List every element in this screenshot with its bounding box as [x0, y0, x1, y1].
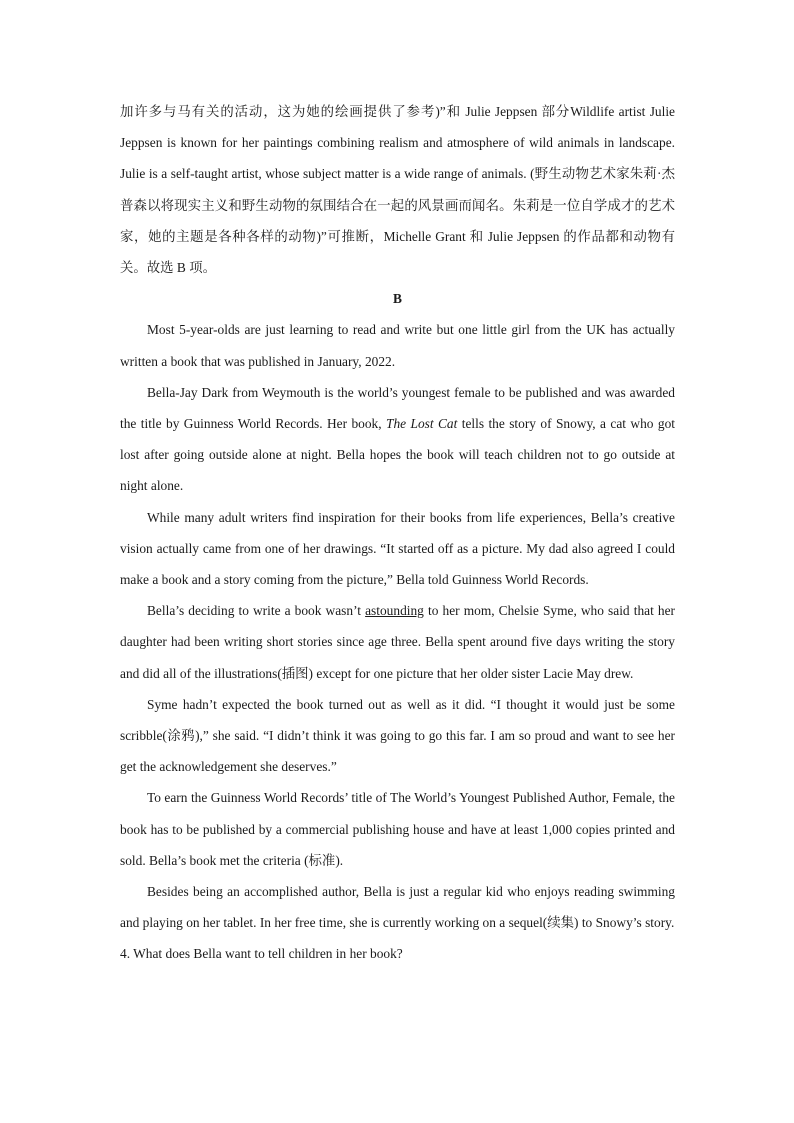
paragraph-2-text-a: Bella-Jay Dark from Weymouth is the world’s youngest female to be published and was awarded the title by Guinness World Records. Her book, — [120, 384, 675, 432]
question-4: 4. What does Bella want to tell children in her book? — [120, 946, 403, 962]
passage-paragraph-5: Syme hadn’t expected the book turned out as well as it did. “I thought it would just be some scribble(涂鸦),” she said. “I didn’t think it was going to go this far. I am so proud and want to see her get the acknowledgement she deserves.” — [120, 696, 675, 775]
paragraph-4-text-b: to her mom, Chelsie Syme, who said that her daughter had been writing short stories since age three. Bella spent around five days writing the story and did all of the illustrations(插图) except for one picture that her older sister Lacie May drew. — [120, 603, 675, 681]
intro-paragraph: 加许多与马有关的活动，这为她的绘画提供了参考)”和 Julie Jeppsen 部分Wildlife artist Julie Jeppsen is known for her paintings combining realism and atmosphere of wild animals in landscape. Julie is a self-taught artist, whose subject matter is a wide range of animals. (野生动物艺术家朱莉·杰普森以将现实主义和野生动物的氛围结合在一起的风景画而闻名。朱莉是一位自学成才的艺术家，她的主题是各种各样的动物)”可推断，Michelle Grant 和 Julie Jeppsen 的作品都和动物有关。故选 B 项。 — [120, 104, 675, 276]
passage-paragraph-6: To earn the Guinness World Records’ title of The World’s Youngest Published Author, Female, the book has to be published by a commercial publishing house and have at least 1,000 copies printed and sold. Bella’s book met the criteria (标准). — [120, 790, 675, 868]
passage-paragraph-4 — [120, 595, 675, 689]
paragraph-4-text-a: Bella’s deciding to write a book wasn’t — [147, 603, 366, 619]
passage-paragraph-3: While many adult writers find inspiration for their books from life experiences, Bella’s creative vision actually came from one of her drawings. “It started off as a picture. My dad also agreed I could make a book and a story coming from the picture,” Bella told Guinness World Records. — [120, 509, 675, 588]
book-title: The Lost Cat — [386, 416, 458, 432]
passage-paragraph-7: Besides being an accomplished author, Bella is just a regular kid who enjoys reading swimming and playing on her tablet. In her free time, she is currently working on a sequel(续集) to Snowy’s story. — [120, 884, 675, 931]
passage-paragraph-1: Most 5-year-olds are just learning to read and write but one little girl from the UK has actually written a book that was published in January, 2022. — [120, 322, 675, 369]
document-page — [120, 96, 675, 970]
underlined-word: astounding — [365, 603, 424, 619]
section-heading: B — [393, 291, 402, 307]
paragraph-2-text-b: tells the story of Snowy, a cat who got lost after going outside alone at night. Bella hopes the book will teach children not to go outside at night alone. — [120, 416, 675, 494]
passage-paragraph-2 — [120, 377, 675, 502]
